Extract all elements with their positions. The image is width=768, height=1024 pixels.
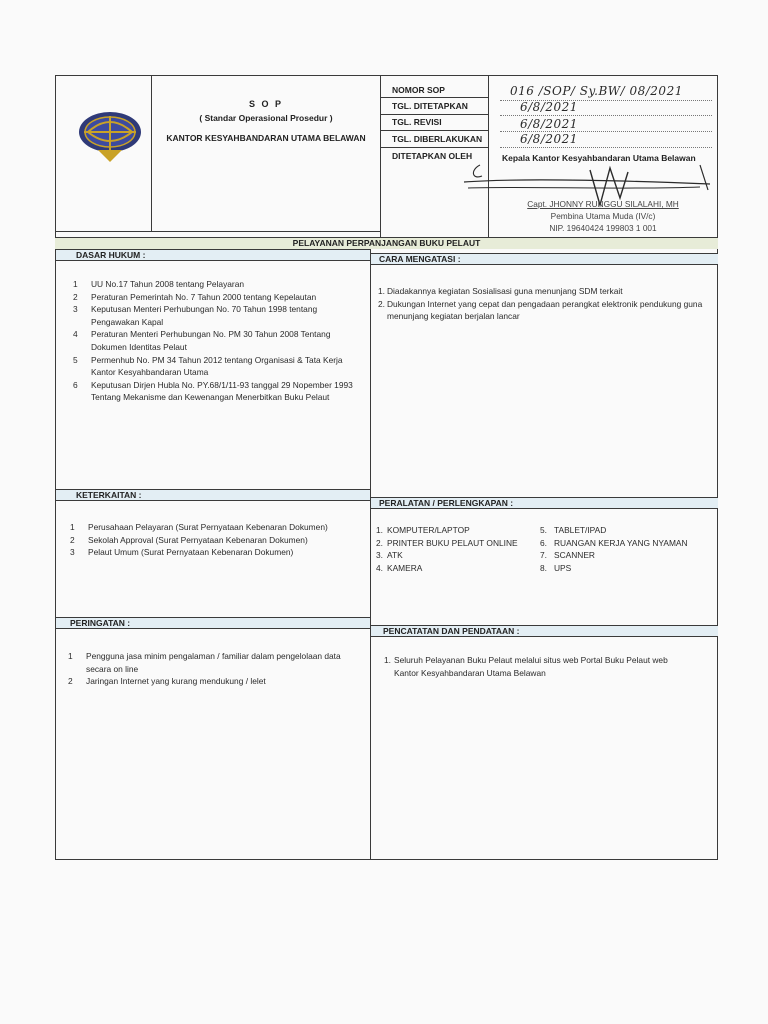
section-dasar-hukum-title: DASAR HUKUM :	[56, 249, 370, 261]
list-item: 2 Peraturan Pemerintah No. 7 Tahun 2000 tentang Kepelautan	[73, 291, 317, 302]
signer-rank: Pembina Utama Muda (IV/c)	[550, 211, 656, 221]
header-divider	[380, 76, 381, 243]
dasar-hukum-list	[73, 278, 365, 404]
signer-name: Capt. JHONNY RUNGGU SILALAHI, MH	[527, 199, 679, 209]
list-item: 4 Peraturan Menteri Perhubungan No. PM 30 Tahun 2008 Tentang Dokumen Identitas Pelaut	[73, 329, 331, 352]
signer-block	[488, 198, 718, 234]
list-item: 3 Keputusan Menteri Perhubungan No. 70 Tahun 1998 tentang Pengawakan Kapal	[73, 304, 318, 327]
section-cara-mengatasi-title: CARA MENGATASI :	[371, 253, 718, 265]
section-pencatatan-title: PENCATATAN DAN PENDATAAN :	[371, 625, 718, 637]
pencatatan-list	[384, 654, 674, 679]
title-bar: PELAYANAN PERPANJANGAN BUKU PELAUT	[55, 237, 718, 249]
list-item: 2 Jaringan Internet yang kurang mendukung / lelet	[68, 676, 266, 687]
header-title-block	[152, 99, 380, 143]
field-label-ditetapkan-oleh: DITETAPKAN OLEH	[392, 151, 473, 161]
column-divider	[370, 249, 371, 860]
list-item: 1. Seluruh Pelayanan Buku Pelaut melalui situs web Portal Buku Pelaut web Kantor Kesyahbandaran Utama Belawan	[384, 655, 668, 678]
list-item: 7. SCANNER	[540, 550, 595, 561]
peralatan-list-right	[540, 524, 712, 574]
header-divider	[55, 231, 381, 232]
cara-mengatasi-list	[378, 285, 708, 323]
list-item: 2 Sekolah Approval (Surat Pernyataan Kebenaran Dokumen)	[70, 534, 308, 545]
list-item: 3 Pelaut Umum (Surat Pernyataan Kebenaran Dokumen)	[70, 547, 294, 558]
list-item: 3. ATK	[376, 550, 403, 561]
ditetapkan-oleh-value: Kepala Kantor Kesyahbandaran Utama Belawan	[502, 153, 696, 163]
list-item: 5 Permenhub No. PM 34 Tahun 2012 tentang Organisasi & Tata Kerja Kantor Kesyahbandaran Utama	[73, 354, 343, 378]
field-label-revisi: TGL. REVISI	[392, 117, 442, 127]
section-peralatan-title: PERALATAN / PERLENGKAPAN :	[371, 497, 718, 509]
list-item: 2. PRINTER BUKU PELAUT ONLINE	[376, 537, 518, 548]
office-name: KANTOR KESYAHBANDARAN UTAMA BELAWAN	[166, 133, 366, 143]
list-item: 4. KAMERA	[376, 562, 423, 573]
list-item: 6 Keputusan Dirjen Hubla No. PY.68/1/11-93 tanggal 29 Nopember 1993 Tentang Mekanisme dan Kewenangan Menerbitkan Buku Pelaut	[73, 379, 353, 403]
tgl-ditetapkan-value: 6/8/2021	[520, 100, 578, 114]
nomor-sop-value: 016 /SOP/ Sy.BW/ 08/2021	[510, 84, 683, 98]
list-item: 5. TABLET/IPAD	[540, 525, 607, 535]
list-item: 6. RUANGAN KERJA YANG NYAMAN	[540, 537, 688, 548]
sop-subtitle: ( Standar Operasional Prosedur )	[199, 113, 333, 123]
signer-nip: NIP. 19640424 199803 1 001	[549, 223, 657, 233]
list-item: 1. KOMPUTER/LAPTOP	[376, 525, 470, 535]
field-label-ditetapkan: TGL. DITETAPKAN	[392, 101, 468, 111]
field-label-nomor: NOMOR SOP	[392, 85, 445, 95]
value-line	[500, 115, 712, 116]
list-item: 1 UU No.17 Tahun 2008 tentang Pelayaran	[73, 279, 245, 289]
section-keterkaitan-title: KETERKAITAN :	[56, 489, 370, 501]
list-item: 8. UPS	[540, 562, 572, 573]
list-item: 1. Diadakannya kegiatan Sosialisasi guna menunjang SDM terkait	[378, 286, 623, 296]
tgl-revisi-value: 6/8/2021	[520, 117, 578, 131]
peringatan-list	[68, 650, 363, 688]
field-divider	[381, 97, 489, 98]
peralatan-list-left	[376, 524, 536, 574]
section-peringatan-title: PERINGATAN :	[56, 617, 370, 629]
keterkaitan-list	[70, 521, 365, 559]
value-line	[500, 147, 712, 148]
sop-title: S O P	[248, 99, 283, 109]
field-divider	[381, 130, 489, 131]
ministry-logo	[76, 106, 144, 166]
field-label-diberlakukan: TGL. DIBERLAKUKAN	[392, 134, 483, 144]
field-divider	[381, 114, 489, 115]
list-item: 1 Perusahaan Pelayaran (Surat Pernyataan Kebenaran Dokumen)	[70, 522, 328, 532]
field-divider	[381, 147, 489, 148]
tgl-diberlakukan-value: 6/8/2021	[520, 132, 578, 146]
list-item: 1 Pengguna jasa minim pengalaman / familiar dalam pengelolaan data secara on line	[68, 651, 341, 674]
list-item: 2. Dukungan Internet yang cepat dan pengadaan perangkat elektronik pendukung guna menunjang kegiatan berjalan lancar	[378, 298, 703, 322]
